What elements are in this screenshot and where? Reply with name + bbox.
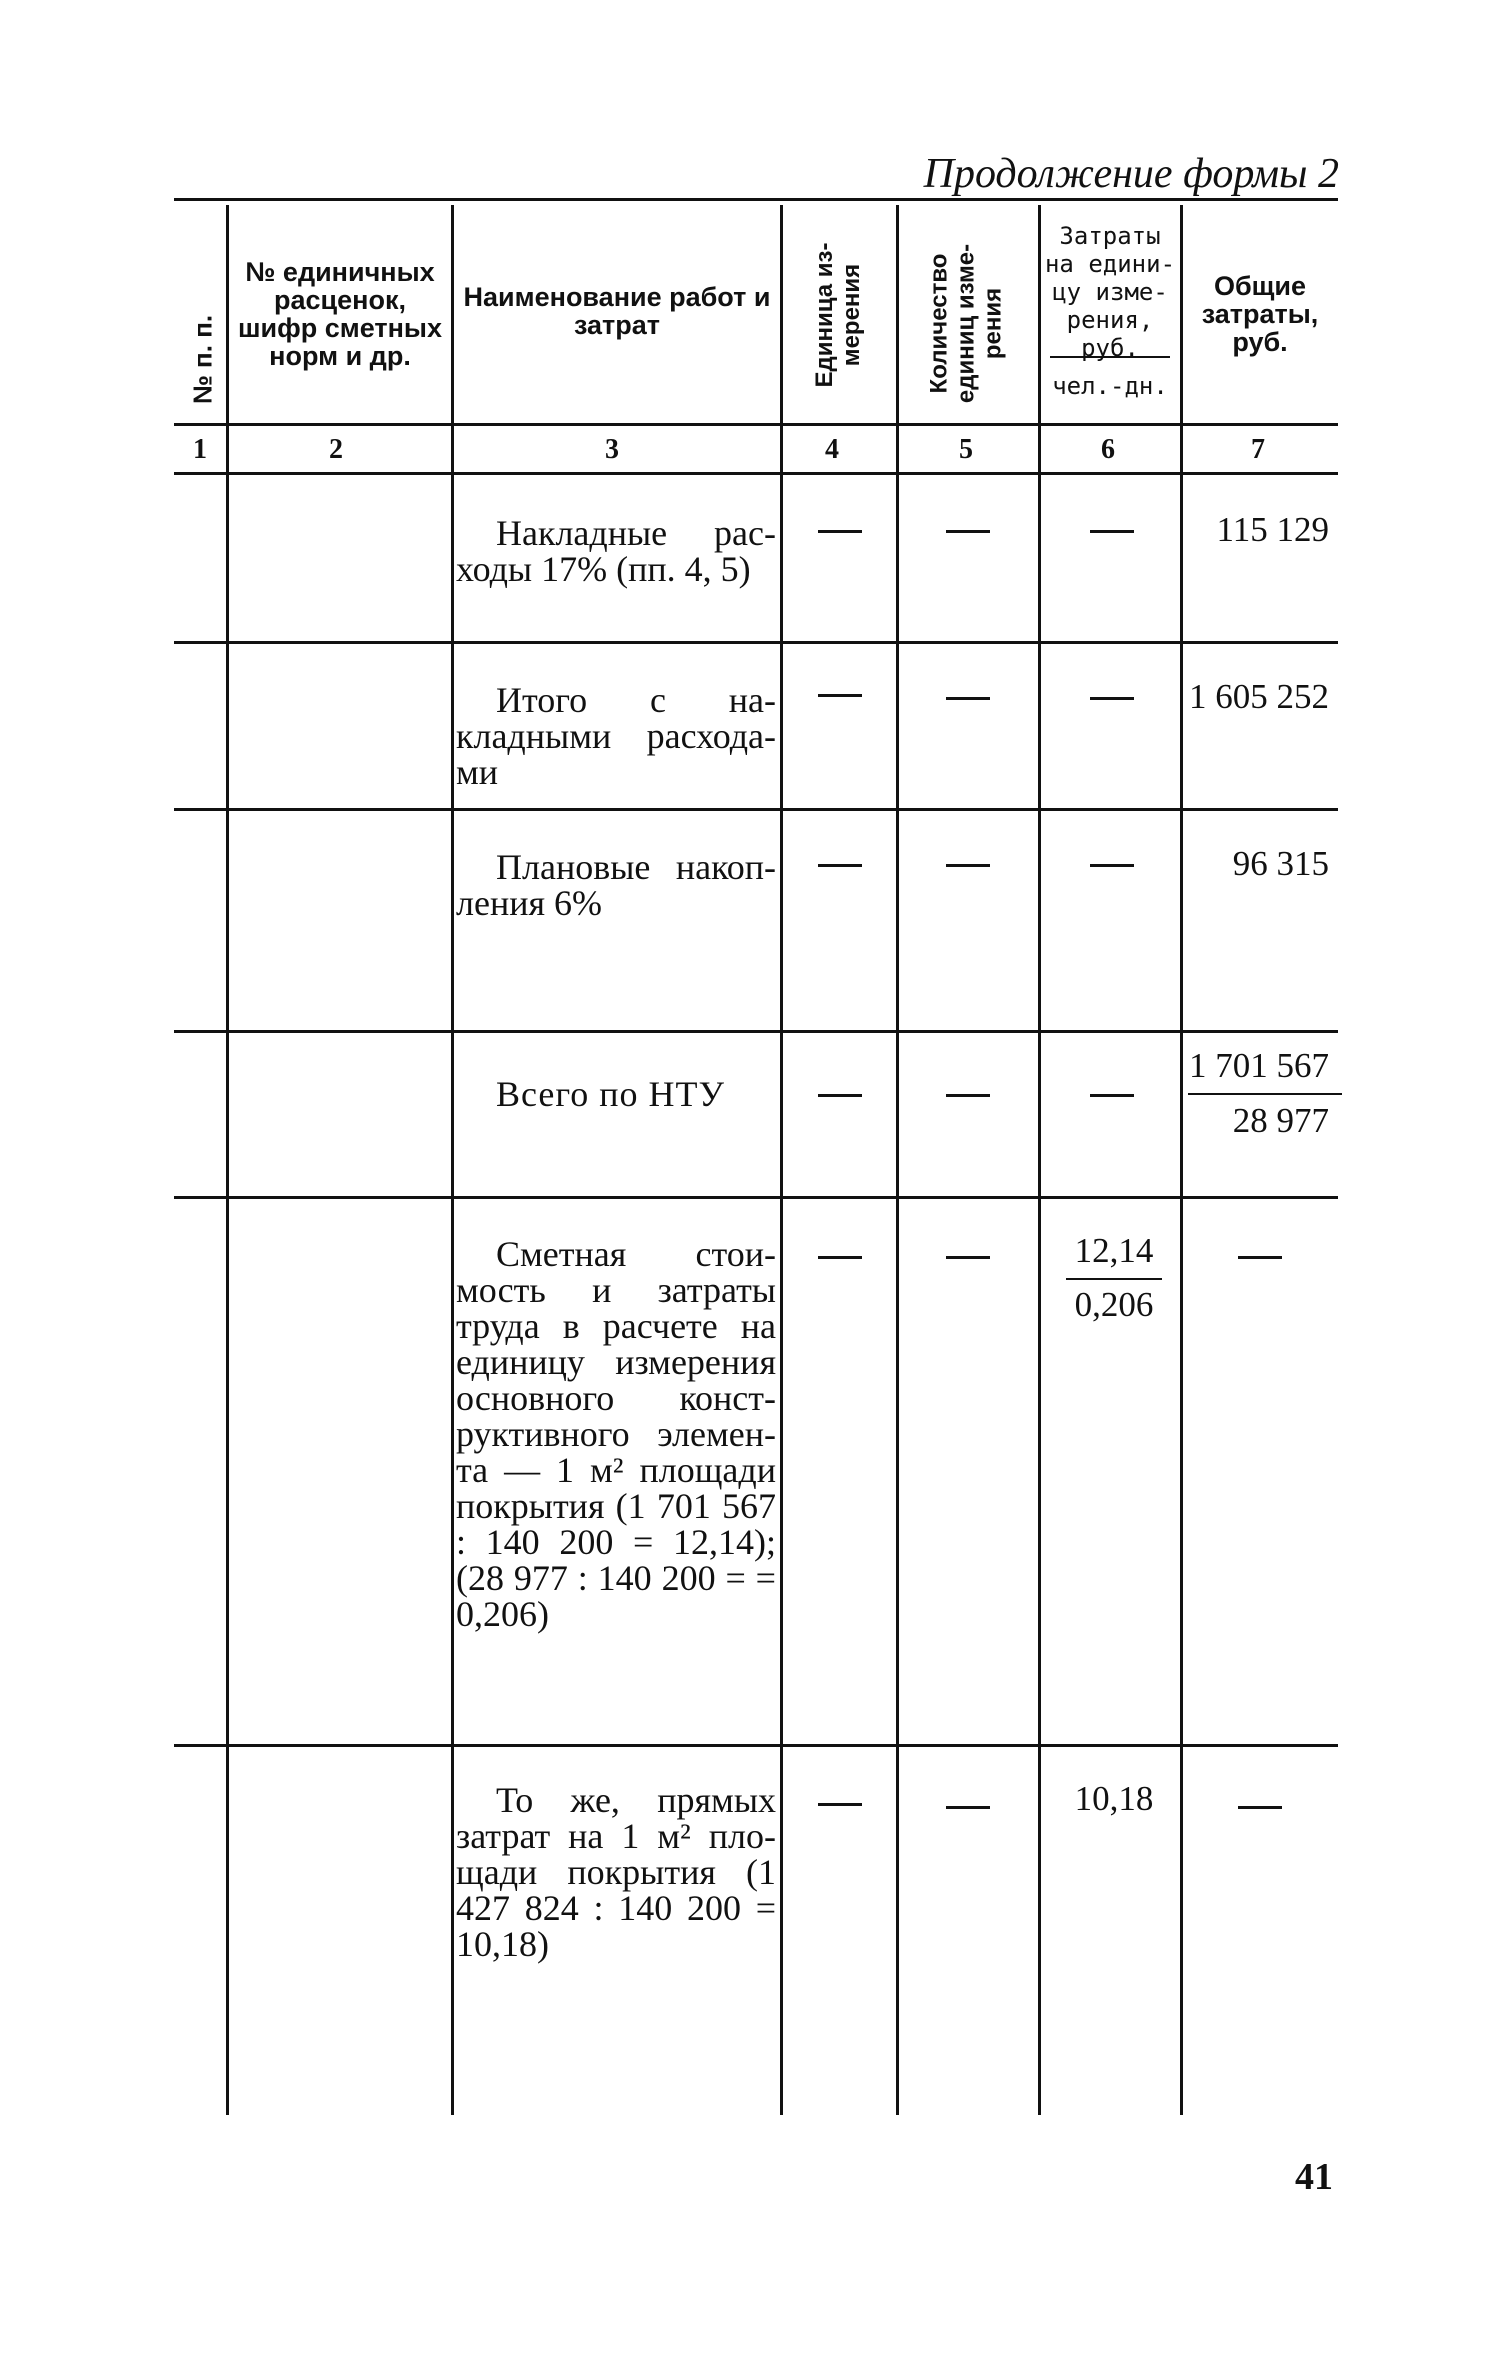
fraction-bar — [1066, 1278, 1162, 1280]
row-col5 — [946, 530, 990, 533]
column-number: 3 — [605, 434, 619, 465]
row-col7: 1 605 252 — [1189, 677, 1329, 716]
header-col7: Общие затраты, руб. — [1201, 271, 1319, 357]
header-bottom-rule — [174, 423, 1338, 426]
row-separator — [174, 641, 1338, 644]
fraction-bar — [1188, 1093, 1342, 1095]
row-col6: 10,18 — [1074, 1779, 1154, 1818]
header-col4: Единица из-мерения — [811, 242, 865, 388]
row-col7 — [1238, 1806, 1282, 1809]
column-number: 4 — [825, 434, 839, 465]
row-name: Сметная стои-мость и затраты труда в расчете на единицу измерения основного конст-руктивного элемен-та — 1 м² площади покрытия (1 701 567 : 140 200 = 12,14); (28 977 : 140 200 = = 0,206) — [456, 1234, 776, 1634]
row-separator — [174, 1030, 1338, 1033]
row-col6 — [1090, 530, 1134, 533]
column-rule — [1038, 205, 1041, 2115]
column-rule — [896, 205, 899, 2115]
row-name: Накладные рас-ходы 17% (пп. 4, 5) — [456, 513, 776, 589]
header-col6-top: Затраты на едини-цу изме-рения, руб. — [1044, 222, 1176, 362]
header-col5: Количество единиц изме-рения — [925, 243, 1007, 404]
row-col6-top: 12,14 — [1074, 1231, 1154, 1270]
row-col5 — [946, 1256, 990, 1259]
row-col7: 96 315 — [1232, 844, 1329, 883]
column-number: 2 — [329, 434, 343, 465]
row-col4 — [818, 1803, 862, 1806]
column-number: 7 — [1251, 434, 1265, 465]
row-col6-bottom: 0,206 — [1074, 1285, 1154, 1324]
colnum-bottom-rule — [174, 472, 1338, 475]
row-col4 — [818, 1256, 862, 1259]
row-col4 — [818, 694, 862, 697]
row-col6 — [1090, 864, 1134, 867]
column-number: 1 — [193, 434, 207, 465]
column-number: 5 — [959, 434, 973, 465]
row-col4 — [818, 1094, 862, 1097]
row-col5 — [946, 1806, 990, 1809]
row-col7 — [1238, 1256, 1282, 1259]
table-top-rule — [174, 198, 1338, 201]
row-name: Плановые накоп-ления 6% — [456, 847, 776, 923]
row-col4 — [818, 864, 862, 867]
header-col6-bottom: чел.-дн. — [1052, 372, 1168, 400]
table-caption: Продолжение формы 2 — [923, 151, 1339, 197]
row-col5 — [946, 864, 990, 867]
row-separator — [174, 808, 1338, 811]
column-rule — [780, 205, 783, 2115]
header-col2: № единичных расценок, шифр сметных норм и др. — [238, 257, 442, 371]
page-number: 41 — [1295, 2156, 1333, 2198]
header-col1: № п. п. — [187, 314, 218, 405]
row-name: Всего по НТУ — [496, 1074, 726, 1114]
row-col6 — [1090, 1094, 1134, 1097]
row-col6 — [1090, 697, 1134, 700]
column-rule — [226, 205, 229, 2115]
row-col5 — [946, 1094, 990, 1097]
column-number: 6 — [1101, 434, 1115, 465]
row-separator — [174, 1196, 1338, 1199]
header-col3: Наименование работ и затрат — [463, 282, 771, 340]
row-separator — [174, 1744, 1338, 1747]
row-col7-top: 1 701 567 — [1189, 1046, 1329, 1085]
row-name: То же, прямых затрат на 1 м² пло-щади покрытия (1 427 824 : 140 200 = 10,18) — [456, 1780, 776, 1964]
row-col7: 115 129 — [1216, 510, 1329, 549]
column-rule — [1180, 205, 1183, 2115]
row-col5 — [946, 697, 990, 700]
row-col7-bottom: 28 977 — [1232, 1101, 1329, 1140]
row-name: Итого с на-кладными расхода-ми — [456, 680, 776, 792]
row-col4 — [818, 530, 862, 533]
column-rule — [451, 205, 454, 2115]
